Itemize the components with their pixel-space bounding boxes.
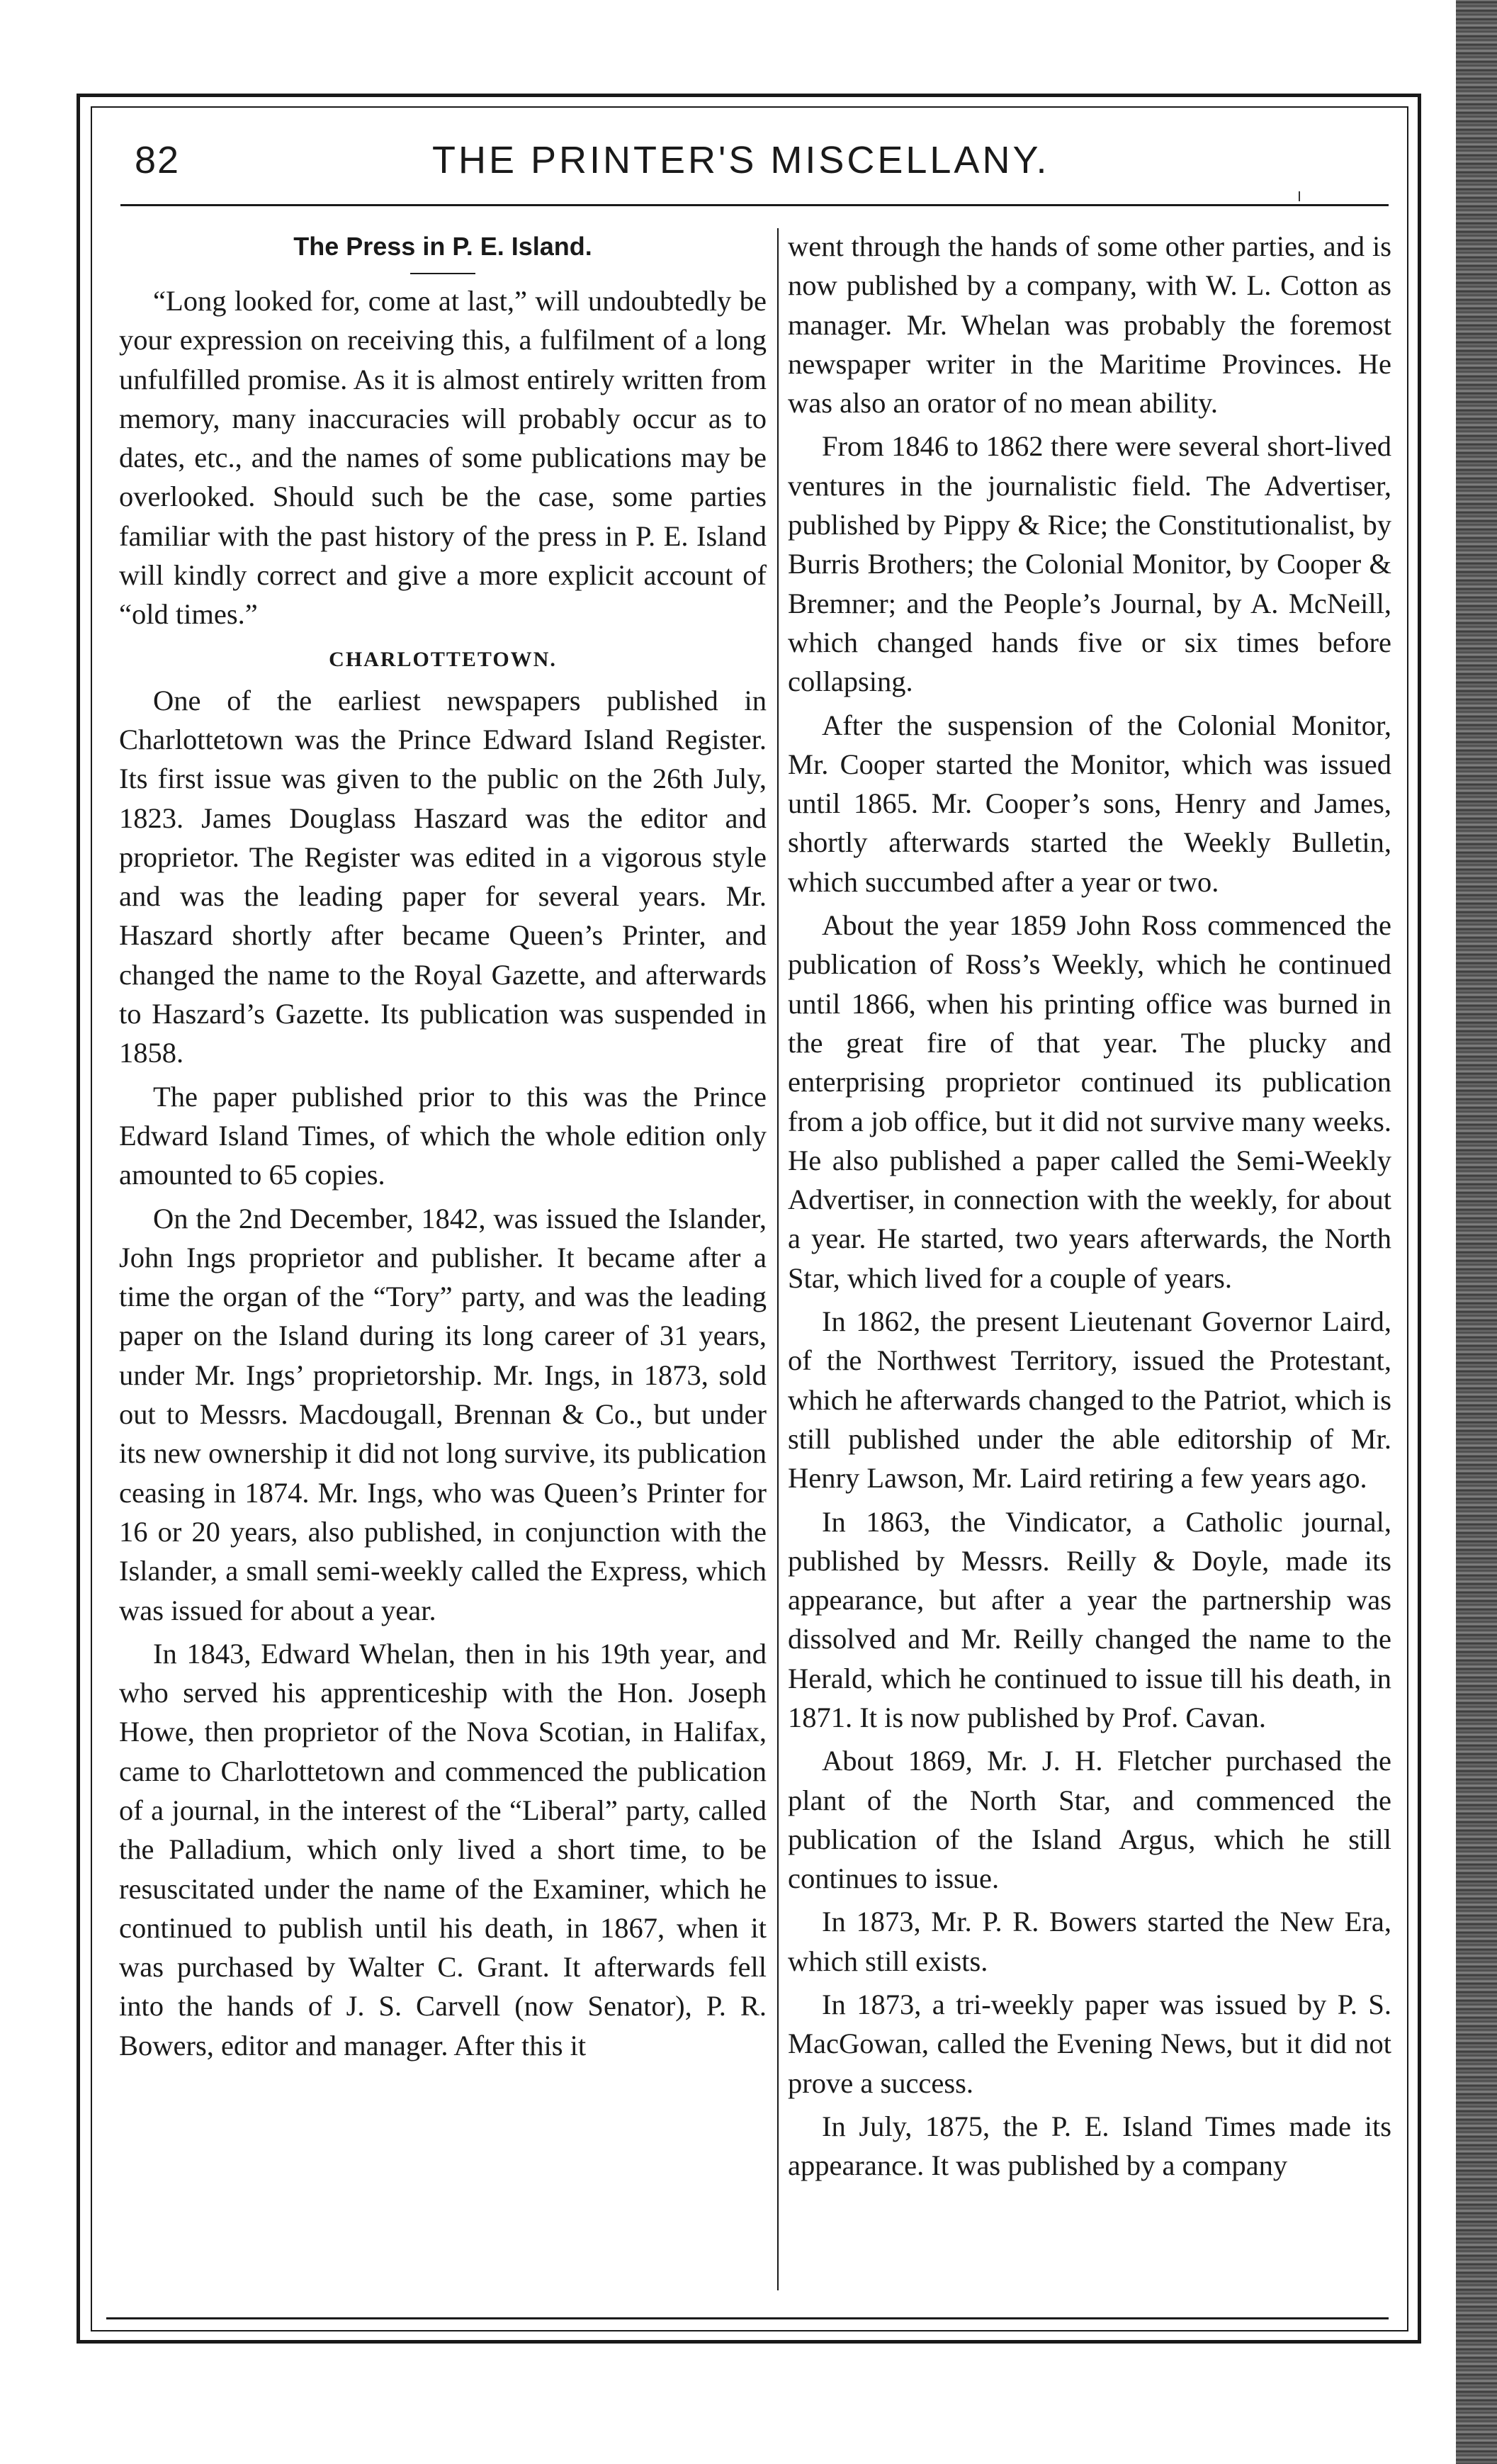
section-heading: CHARLOTTETOWN. <box>329 647 557 671</box>
paragraph-island-times: In July, 1875, the P. E. Island Times made its appearance. It was published by a company <box>788 2110 1391 2182</box>
paragraph-whelan-continued: went through the hands of some other parties, and is now published by a company, with W. L. Cotton as manager. Mr. Whelan was probably the foremost newspaper writer in the Maritime Provinces. He was also an orator of no mean ability. <box>788 230 1391 420</box>
paragraph-register: One of the earliest newspapers published in Charlottetown was the Prince Edward Island Register. Its first issue was given to the public on the 26th July, 1823. James Douglass Haszard was the editor and proprietor. The Register was edited in a vigorous style and was the leading paper for several years. Mr. Haszard shortly after became Queen’s Printer, and changed the name to the Royal Gazette, and afterwards to Haszard’s Gazette. Its publication was suspended in 1858. <box>119 684 767 1069</box>
paragraph-intro: “Long looked for, come at last,” will undoubtedly be your expression on receiving this, a fulfilment of a long unfulfilled promise. As it is almost entirely written from memory, many inaccuracies will probably occur as to dates, etc., and the names of some publications may be overlooked. Should such be the case, some parties familiar with the past history of the press in P. E. Island will kindly correct and give a more explicit account of “old times.” <box>119 285 767 631</box>
paragraph-protestant: In 1862, the present Lieutenant Governor Laird, of the Northwest Territory, issued the Protestant, which he afterwards changed to the Patriot, which is still published under the able editorship of Mr. Henry Lawson, Mr. Laird retiring a few years ago. <box>788 1305 1391 1495</box>
page-number: 82 <box>135 139 181 181</box>
paragraph-short-lived: From 1846 to 1862 there were several short-lived ventures in the journalistic field. The Advertiser, published by Pippy & Rice; the Constitutionalist, by Burris Brothers; the Colonial Monitor, by Cooper & Bremner; and the People’s Journal, by A. McNeill, which changed hands five or six times before collapsing. <box>788 430 1391 698</box>
paragraph-new-era: In 1873, Mr. P. R. Bowers started the New Era, which still exists. <box>788 1906 1391 1977</box>
column-divider <box>777 228 779 2290</box>
paragraph-islander: On the 2nd December, 1842, was issued the Islander, John Ings proprietor and publisher. It became after a time the organ of the “Tory” party, and was the leading paper on the Island during its long career of 31 years, under Mr. Ings’ proprietorship. Mr. Ings, in 1873, sold out to Messrs. Macdougall, Brennan & Co., but under its new ownership it did not long survive, its publication ceasing in 1874. Mr. Ings, who was Queen’s Printer for 16 or 20 years, also published, in conjunction with the Islander, a small semi-weekly called the Express, which was issued for about a year. <box>119 1202 767 1626</box>
paragraph-evening-news: In 1873, a tri-weekly paper was issued by P. S. MacGowan, called the Evening News, but it did not prove a success. <box>788 1988 1391 2099</box>
running-title: THE PRINTER'S MISCELLANY. <box>432 139 1050 181</box>
title-rule <box>410 273 475 274</box>
header-tick-mark <box>1299 191 1300 201</box>
page-edge-scan-strip <box>1456 0 1497 2464</box>
page-header <box>128 131 1417 195</box>
right-column <box>788 227 1391 2190</box>
footer-rule <box>106 2317 1389 2319</box>
header-rule <box>120 204 1389 206</box>
left-column <box>119 227 767 2069</box>
article-title: The Press in P. E. Island. <box>293 232 592 261</box>
paragraph-times: The paper published prior to this was the Prince Edward Island Times, of which the whole edition only amounted to 65 copies. <box>119 1080 767 1191</box>
paragraph-monitor: After the suspension of the Colonial Monitor, Mr. Cooper started the Monitor, which was issued until 1865. Mr. Cooper’s sons, Henry and James, shortly afterwards started the Weekly Bulletin, which succumbed after a year or two. <box>788 709 1391 898</box>
paragraph-ross: About the year 1859 John Ross commenced the publication of Ross’s Weekly, which he continued until 1866, when his printing office was burned in the great fire of that year. The plucky and enterprising proprietor continued its publication from a job office, but it did not survive many weeks. He also published a paper called the Semi-Weekly Advertiser, in connection with the weekly, for about a year. He started, two years afterwards, the North Star, which lived for a couple of years. <box>788 909 1391 1294</box>
paragraph-whelan: In 1843, Edward Whelan, then in his 19th year, and who served his apprenticeship with the Hon. Joseph Howe, then proprietor of the Nova Scotian, in Halifax, came to Charlottetown and commenced the publication of a journal, in the interest of the “Liberal” party, called the Palladium, which only lived a short time, to be resuscitated under the name of the Examiner, which he continued to publish until his death, in 1867, when it was purchased by Walter C. Grant. It afterwards fell into the hands of J. S. Carvell (now Senator), P. R. Bowers, editor and manager. After this it <box>119 1637 767 2061</box>
paragraph-vindicator: In 1863, the Vindicator, a Catholic journal, published by Messrs. Reilly & Doyle, made its appearance, but after a year the partnership was dissolved and Mr. Reilly changed the name to the Herald, which he continued to issue till his death, in 1871. It is now published by Prof. Cavan. <box>788 1505 1391 1733</box>
paragraph-argus: About 1869, Mr. J. H. Fletcher purchased the plant of the North Star, and commenced the publication of the Island Argus, which he still continues to issue. <box>788 1745 1391 1895</box>
